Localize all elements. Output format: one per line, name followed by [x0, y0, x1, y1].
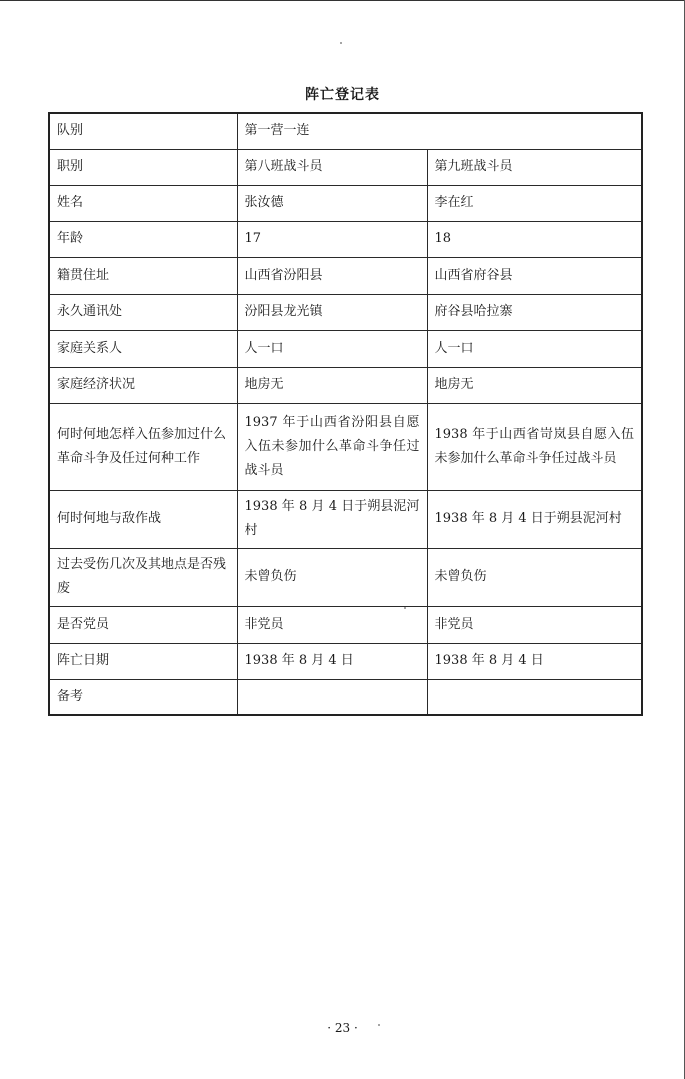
position-b: 第九班战斗员	[427, 149, 642, 185]
row-label-death-date: 阵亡日期	[49, 643, 237, 679]
row-label-name: 姓名	[49, 185, 237, 221]
row-label-position: 职别	[49, 149, 237, 185]
row-label-family-economy: 家庭经济状况	[49, 367, 237, 403]
age-a: 17	[237, 221, 427, 257]
remarks-a	[237, 679, 427, 715]
injuries-a: 未曾负伤	[237, 548, 427, 606]
family-contact-a: 人一口	[237, 330, 427, 367]
row-label-party-member: 是否党员	[49, 606, 237, 643]
page-title: 阵亡登记表	[305, 87, 380, 103]
battle-b: 1938 年 8 月 4 日于朔县泥河村	[427, 490, 642, 548]
family-contact-b: 人一口	[427, 330, 642, 367]
unit-value: 第一营一连	[237, 113, 642, 149]
table-row	[49, 149, 642, 185]
table-row	[49, 330, 642, 367]
row-label-hometown: 籍贯住址	[49, 257, 237, 294]
table-row	[49, 221, 642, 257]
death-date-a: 1938 年 8 月 4 日	[237, 643, 427, 679]
row-label-injuries: 过去受伤几次及其地点是否残废	[49, 548, 237, 606]
row-label-remarks: 备考	[49, 679, 237, 715]
battle-a: 1938 年 8 月 4 日于朔县泥河村	[237, 490, 427, 548]
scan-speck	[340, 42, 342, 44]
table-row	[49, 185, 642, 221]
row-label-permanent-address: 永久通讯处	[49, 294, 237, 330]
row-label-unit: 队别	[49, 113, 237, 149]
remarks-b	[427, 679, 642, 715]
row-label-battle: 何时何地与敌作战	[49, 490, 237, 548]
table-row	[49, 490, 642, 548]
table-row	[49, 294, 642, 330]
page-number: · 23 ·	[327, 1021, 358, 1035]
permanent-address-b: 府谷县哈拉寨	[427, 294, 642, 330]
row-label-family-contact: 家庭关系人	[49, 330, 237, 367]
party-member-b: 非党员	[427, 606, 642, 643]
row-label-enlistment: 何时何地怎样入伍参加过什么革命斗争及任过何种工作	[49, 403, 237, 490]
injuries-b: 未曾负伤	[427, 548, 642, 606]
table-row	[49, 367, 642, 403]
position-a: 第八班战斗员	[237, 149, 427, 185]
hometown-b: 山西省府谷县	[427, 257, 642, 294]
table-row	[49, 257, 642, 294]
table-row	[49, 643, 642, 679]
name-b: 李在红	[427, 185, 642, 221]
family-economy-b: 地房无	[427, 367, 642, 403]
enlistment-a: 1937 年于山西省汾阳县自愿入伍未参加什么革命斗争任过战斗员	[237, 403, 427, 490]
table-row	[49, 679, 642, 715]
permanent-address-a: 汾阳县龙光镇	[237, 294, 427, 330]
casualty-record-table	[48, 112, 643, 716]
age-b: 18	[427, 221, 642, 257]
family-economy-a: 地房无	[237, 367, 427, 403]
table-row	[49, 606, 642, 643]
table-row	[49, 113, 642, 149]
enlistment-b: 1938 年于山西省岢岚县自愿入伍未参加什么革命斗争任过战斗员	[427, 403, 642, 490]
name-a: 张汝德	[237, 185, 427, 221]
death-date-b: 1938 年 8 月 4 日	[427, 643, 642, 679]
page-top-border	[0, 0, 685, 1]
hometown-a: 山西省汾阳县	[237, 257, 427, 294]
table-row	[49, 548, 642, 606]
table-row	[49, 403, 642, 490]
party-member-a: 非党员	[237, 606, 427, 643]
row-label-age: 年龄	[49, 221, 237, 257]
